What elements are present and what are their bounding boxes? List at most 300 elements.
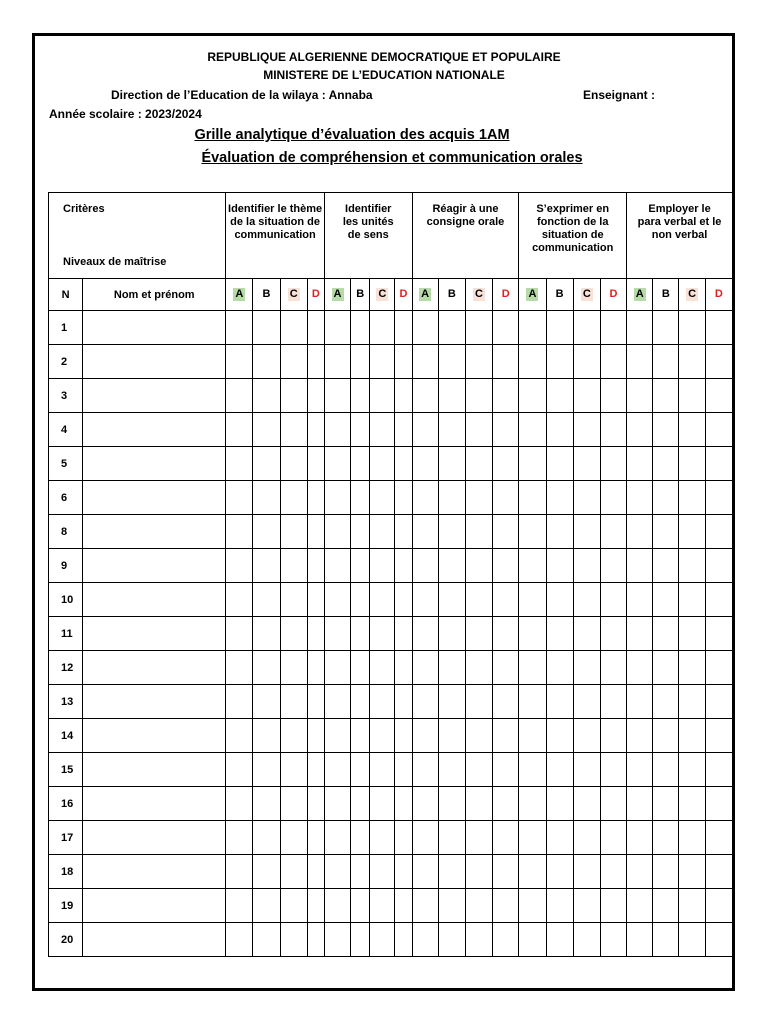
student-name-cell[interactable] — [83, 685, 226, 719]
grade-cell[interactable] — [519, 889, 546, 923]
grade-cell[interactable] — [465, 787, 492, 821]
grade-cell[interactable] — [679, 311, 705, 345]
student-name-cell[interactable] — [83, 549, 226, 583]
grade-cell[interactable] — [324, 515, 350, 549]
grade-cell[interactable] — [653, 855, 679, 889]
grade-cell[interactable] — [705, 855, 732, 889]
grade-cell[interactable] — [438, 821, 465, 855]
grade-cell[interactable] — [679, 855, 705, 889]
grade-cell[interactable] — [600, 923, 626, 957]
grade-cell[interactable] — [465, 481, 492, 515]
grade-cell[interactable] — [653, 821, 679, 855]
grade-cell[interactable] — [519, 583, 546, 617]
grade-cell[interactable] — [412, 447, 438, 481]
grade-cell[interactable] — [600, 821, 626, 855]
grade-cell[interactable] — [370, 753, 395, 787]
grade-cell[interactable] — [280, 685, 307, 719]
grade-cell[interactable] — [519, 379, 546, 413]
grade-cell[interactable] — [280, 379, 307, 413]
grade-cell[interactable] — [465, 889, 492, 923]
grade-cell[interactable] — [324, 685, 350, 719]
grade-cell[interactable] — [226, 583, 253, 617]
grade-cell[interactable] — [546, 889, 573, 923]
grade-cell[interactable] — [519, 345, 546, 379]
grade-cell[interactable] — [653, 719, 679, 753]
grade-cell[interactable] — [627, 549, 653, 583]
grade-cell[interactable] — [438, 651, 465, 685]
grade-cell[interactable] — [395, 753, 412, 787]
grade-cell[interactable] — [627, 311, 653, 345]
grade-cell[interactable] — [493, 719, 519, 753]
student-name-cell[interactable] — [83, 583, 226, 617]
grade-cell[interactable] — [395, 549, 412, 583]
grade-cell[interactable] — [370, 617, 395, 651]
grade-cell[interactable] — [573, 821, 600, 855]
grade-cell[interactable] — [493, 855, 519, 889]
grade-cell[interactable] — [573, 787, 600, 821]
grade-cell[interactable] — [395, 515, 412, 549]
grade-cell[interactable] — [324, 821, 350, 855]
student-name-cell[interactable] — [83, 311, 226, 345]
grade-cell[interactable] — [412, 481, 438, 515]
grade-cell[interactable] — [324, 413, 350, 447]
grade-cell[interactable] — [465, 345, 492, 379]
grade-cell[interactable] — [226, 345, 253, 379]
grade-cell[interactable] — [600, 311, 626, 345]
grade-cell[interactable] — [493, 651, 519, 685]
student-name-cell[interactable] — [83, 923, 226, 957]
grade-cell[interactable] — [351, 549, 370, 583]
grade-cell[interactable] — [351, 345, 370, 379]
grade-cell[interactable] — [679, 651, 705, 685]
grade-cell[interactable] — [465, 447, 492, 481]
student-name-cell[interactable] — [83, 855, 226, 889]
grade-cell[interactable] — [370, 821, 395, 855]
grade-cell[interactable] — [370, 719, 395, 753]
grade-cell[interactable] — [412, 583, 438, 617]
grade-cell[interactable] — [307, 889, 324, 923]
grade-cell[interactable] — [412, 617, 438, 651]
grade-cell[interactable] — [253, 379, 280, 413]
grade-cell[interactable] — [573, 549, 600, 583]
grade-cell[interactable] — [546, 855, 573, 889]
grade-cell[interactable] — [412, 413, 438, 447]
grade-cell[interactable] — [351, 617, 370, 651]
grade-cell[interactable] — [438, 855, 465, 889]
grade-cell[interactable] — [627, 821, 653, 855]
grade-cell[interactable] — [705, 481, 732, 515]
grade-cell[interactable] — [465, 719, 492, 753]
grade-cell[interactable] — [546, 719, 573, 753]
grade-cell[interactable] — [307, 651, 324, 685]
student-name-cell[interactable] — [83, 379, 226, 413]
grade-cell[interactable] — [412, 379, 438, 413]
grade-cell[interactable] — [573, 923, 600, 957]
grade-cell[interactable] — [600, 413, 626, 447]
grade-cell[interactable] — [627, 651, 653, 685]
grade-cell[interactable] — [679, 821, 705, 855]
grade-cell[interactable] — [370, 651, 395, 685]
grade-cell[interactable] — [519, 549, 546, 583]
grade-cell[interactable] — [324, 651, 350, 685]
grade-cell[interactable] — [226, 753, 253, 787]
grade-cell[interactable] — [600, 685, 626, 719]
grade-cell[interactable] — [573, 311, 600, 345]
grade-cell[interactable] — [705, 753, 732, 787]
grade-cell[interactable] — [226, 855, 253, 889]
grade-cell[interactable] — [351, 685, 370, 719]
grade-cell[interactable] — [627, 515, 653, 549]
grade-cell[interactable] — [226, 413, 253, 447]
grade-cell[interactable] — [679, 685, 705, 719]
grade-cell[interactable] — [324, 583, 350, 617]
grade-cell[interactable] — [226, 821, 253, 855]
grade-cell[interactable] — [679, 583, 705, 617]
grade-cell[interactable] — [438, 923, 465, 957]
grade-cell[interactable] — [307, 447, 324, 481]
grade-cell[interactable] — [226, 311, 253, 345]
grade-cell[interactable] — [653, 345, 679, 379]
grade-cell[interactable] — [351, 583, 370, 617]
grade-cell[interactable] — [679, 549, 705, 583]
grade-cell[interactable] — [307, 617, 324, 651]
grade-cell[interactable] — [573, 889, 600, 923]
grade-cell[interactable] — [438, 379, 465, 413]
grade-cell[interactable] — [679, 345, 705, 379]
grade-cell[interactable] — [546, 515, 573, 549]
grade-cell[interactable] — [600, 549, 626, 583]
student-name-cell[interactable] — [83, 821, 226, 855]
grade-cell[interactable] — [351, 379, 370, 413]
grade-cell[interactable] — [653, 651, 679, 685]
grade-cell[interactable] — [395, 855, 412, 889]
grade-cell[interactable] — [573, 379, 600, 413]
grade-cell[interactable] — [324, 719, 350, 753]
student-name-cell[interactable] — [83, 889, 226, 923]
grade-cell[interactable] — [324, 311, 350, 345]
grade-cell[interactable] — [600, 515, 626, 549]
grade-cell[interactable] — [465, 413, 492, 447]
grade-cell[interactable] — [226, 685, 253, 719]
grade-cell[interactable] — [412, 345, 438, 379]
grade-cell[interactable] — [324, 345, 350, 379]
grade-cell[interactable] — [307, 855, 324, 889]
grade-cell[interactable] — [519, 753, 546, 787]
grade-cell[interactable] — [280, 481, 307, 515]
grade-cell[interactable] — [412, 549, 438, 583]
grade-cell[interactable] — [395, 651, 412, 685]
grade-cell[interactable] — [519, 787, 546, 821]
grade-cell[interactable] — [465, 311, 492, 345]
grade-cell[interactable] — [280, 345, 307, 379]
grade-cell[interactable] — [370, 345, 395, 379]
grade-cell[interactable] — [679, 515, 705, 549]
grade-cell[interactable] — [395, 923, 412, 957]
grade-cell[interactable] — [370, 685, 395, 719]
grade-cell[interactable] — [573, 855, 600, 889]
grade-cell[interactable] — [412, 719, 438, 753]
grade-cell[interactable] — [653, 889, 679, 923]
grade-cell[interactable] — [600, 753, 626, 787]
grade-cell[interactable] — [370, 379, 395, 413]
grade-cell[interactable] — [226, 923, 253, 957]
student-name-cell[interactable] — [83, 719, 226, 753]
grade-cell[interactable] — [438, 447, 465, 481]
grade-cell[interactable] — [705, 583, 732, 617]
grade-cell[interactable] — [280, 549, 307, 583]
grade-cell[interactable] — [627, 617, 653, 651]
grade-cell[interactable] — [253, 651, 280, 685]
grade-cell[interactable] — [546, 583, 573, 617]
grade-cell[interactable] — [438, 753, 465, 787]
grade-cell[interactable] — [653, 481, 679, 515]
grade-cell[interactable] — [438, 515, 465, 549]
grade-cell[interactable] — [351, 855, 370, 889]
grade-cell[interactable] — [653, 311, 679, 345]
grade-cell[interactable] — [546, 821, 573, 855]
grade-cell[interactable] — [573, 685, 600, 719]
grade-cell[interactable] — [324, 617, 350, 651]
grade-cell[interactable] — [370, 787, 395, 821]
grade-cell[interactable] — [627, 447, 653, 481]
grade-cell[interactable] — [627, 413, 653, 447]
grade-cell[interactable] — [573, 447, 600, 481]
grade-cell[interactable] — [307, 821, 324, 855]
grade-cell[interactable] — [546, 413, 573, 447]
grade-cell[interactable] — [253, 719, 280, 753]
grade-cell[interactable] — [253, 617, 280, 651]
grade-cell[interactable] — [351, 719, 370, 753]
grade-cell[interactable] — [438, 549, 465, 583]
grade-cell[interactable] — [519, 651, 546, 685]
grade-cell[interactable] — [705, 379, 732, 413]
student-name-cell[interactable] — [83, 787, 226, 821]
grade-cell[interactable] — [412, 753, 438, 787]
student-name-cell[interactable] — [83, 481, 226, 515]
grade-cell[interactable] — [412, 821, 438, 855]
grade-cell[interactable] — [324, 855, 350, 889]
grade-cell[interactable] — [627, 685, 653, 719]
grade-cell[interactable] — [679, 923, 705, 957]
grade-cell[interactable] — [573, 345, 600, 379]
grade-cell[interactable] — [438, 311, 465, 345]
grade-cell[interactable] — [412, 685, 438, 719]
grade-cell[interactable] — [627, 787, 653, 821]
grade-cell[interactable] — [705, 923, 732, 957]
grade-cell[interactable] — [351, 311, 370, 345]
grade-cell[interactable] — [307, 481, 324, 515]
grade-cell[interactable] — [573, 481, 600, 515]
grade-cell[interactable] — [438, 345, 465, 379]
grade-cell[interactable] — [438, 787, 465, 821]
grade-cell[interactable] — [679, 719, 705, 753]
grade-cell[interactable] — [705, 719, 732, 753]
student-name-cell[interactable] — [83, 617, 226, 651]
grade-cell[interactable] — [653, 447, 679, 481]
grade-cell[interactable] — [226, 549, 253, 583]
grade-cell[interactable] — [600, 617, 626, 651]
grade-cell[interactable] — [280, 821, 307, 855]
grade-cell[interactable] — [395, 447, 412, 481]
grade-cell[interactable] — [438, 685, 465, 719]
grade-cell[interactable] — [438, 889, 465, 923]
grade-cell[interactable] — [465, 379, 492, 413]
grade-cell[interactable] — [493, 685, 519, 719]
grade-cell[interactable] — [351, 753, 370, 787]
grade-cell[interactable] — [438, 617, 465, 651]
grade-cell[interactable] — [465, 821, 492, 855]
grade-cell[interactable] — [412, 889, 438, 923]
grade-cell[interactable] — [307, 379, 324, 413]
grade-cell[interactable] — [679, 447, 705, 481]
grade-cell[interactable] — [324, 379, 350, 413]
grade-cell[interactable] — [226, 447, 253, 481]
grade-cell[interactable] — [705, 787, 732, 821]
grade-cell[interactable] — [546, 787, 573, 821]
grade-cell[interactable] — [627, 583, 653, 617]
grade-cell[interactable] — [493, 753, 519, 787]
grade-cell[interactable] — [705, 889, 732, 923]
grade-cell[interactable] — [705, 685, 732, 719]
grade-cell[interactable] — [395, 719, 412, 753]
grade-cell[interactable] — [351, 923, 370, 957]
grade-cell[interactable] — [370, 923, 395, 957]
grade-cell[interactable] — [226, 787, 253, 821]
grade-cell[interactable] — [253, 549, 280, 583]
grade-cell[interactable] — [465, 651, 492, 685]
grade-cell[interactable] — [307, 515, 324, 549]
grade-cell[interactable] — [280, 617, 307, 651]
grade-cell[interactable] — [705, 345, 732, 379]
grade-cell[interactable] — [705, 617, 732, 651]
grade-cell[interactable] — [351, 651, 370, 685]
grade-cell[interactable] — [465, 583, 492, 617]
grade-cell[interactable] — [253, 821, 280, 855]
grade-cell[interactable] — [280, 515, 307, 549]
grade-cell[interactable] — [465, 855, 492, 889]
grade-cell[interactable] — [226, 515, 253, 549]
grade-cell[interactable] — [370, 413, 395, 447]
grade-cell[interactable] — [307, 549, 324, 583]
grade-cell[interactable] — [546, 345, 573, 379]
grade-cell[interactable] — [546, 447, 573, 481]
grade-cell[interactable] — [519, 311, 546, 345]
student-name-cell[interactable] — [83, 345, 226, 379]
grade-cell[interactable] — [493, 923, 519, 957]
grade-cell[interactable] — [653, 787, 679, 821]
grade-cell[interactable] — [546, 753, 573, 787]
grade-cell[interactable] — [519, 923, 546, 957]
grade-cell[interactable] — [493, 311, 519, 345]
grade-cell[interactable] — [573, 617, 600, 651]
grade-cell[interactable] — [395, 889, 412, 923]
grade-cell[interactable] — [253, 753, 280, 787]
grade-cell[interactable] — [395, 413, 412, 447]
student-name-cell[interactable] — [83, 515, 226, 549]
grade-cell[interactable] — [546, 311, 573, 345]
grade-cell[interactable] — [226, 481, 253, 515]
grade-cell[interactable] — [324, 447, 350, 481]
grade-cell[interactable] — [395, 787, 412, 821]
grade-cell[interactable] — [395, 821, 412, 855]
grade-cell[interactable] — [226, 651, 253, 685]
grade-cell[interactable] — [546, 617, 573, 651]
grade-cell[interactable] — [653, 379, 679, 413]
grade-cell[interactable] — [627, 923, 653, 957]
grade-cell[interactable] — [370, 855, 395, 889]
grade-cell[interactable] — [465, 549, 492, 583]
grade-cell[interactable] — [253, 685, 280, 719]
grade-cell[interactable] — [412, 855, 438, 889]
grade-cell[interactable] — [627, 719, 653, 753]
grade-cell[interactable] — [679, 787, 705, 821]
grade-cell[interactable] — [253, 923, 280, 957]
grade-cell[interactable] — [679, 753, 705, 787]
grade-cell[interactable] — [493, 787, 519, 821]
grade-cell[interactable] — [226, 719, 253, 753]
grade-cell[interactable] — [395, 481, 412, 515]
grade-cell[interactable] — [370, 515, 395, 549]
grade-cell[interactable] — [493, 481, 519, 515]
grade-cell[interactable] — [370, 889, 395, 923]
grade-cell[interactable] — [519, 515, 546, 549]
grade-cell[interactable] — [705, 549, 732, 583]
grade-cell[interactable] — [627, 345, 653, 379]
grade-cell[interactable] — [307, 719, 324, 753]
grade-cell[interactable] — [519, 821, 546, 855]
grade-cell[interactable] — [493, 379, 519, 413]
grade-cell[interactable] — [226, 889, 253, 923]
grade-cell[interactable] — [573, 515, 600, 549]
grade-cell[interactable] — [705, 515, 732, 549]
grade-cell[interactable] — [412, 311, 438, 345]
grade-cell[interactable] — [493, 617, 519, 651]
grade-cell[interactable] — [280, 719, 307, 753]
grade-cell[interactable] — [573, 651, 600, 685]
grade-cell[interactable] — [370, 583, 395, 617]
grade-cell[interactable] — [351, 889, 370, 923]
grade-cell[interactable] — [253, 481, 280, 515]
grade-cell[interactable] — [351, 481, 370, 515]
grade-cell[interactable] — [412, 923, 438, 957]
grade-cell[interactable] — [280, 855, 307, 889]
grade-cell[interactable] — [573, 719, 600, 753]
grade-cell[interactable] — [653, 685, 679, 719]
grade-cell[interactable] — [465, 515, 492, 549]
grade-cell[interactable] — [627, 379, 653, 413]
grade-cell[interactable] — [679, 617, 705, 651]
grade-cell[interactable] — [370, 447, 395, 481]
grade-cell[interactable] — [465, 753, 492, 787]
grade-cell[interactable] — [546, 685, 573, 719]
grade-cell[interactable] — [465, 923, 492, 957]
grade-cell[interactable] — [546, 923, 573, 957]
grade-cell[interactable] — [370, 481, 395, 515]
grade-cell[interactable] — [519, 685, 546, 719]
grade-cell[interactable] — [253, 447, 280, 481]
grade-cell[interactable] — [324, 923, 350, 957]
grade-cell[interactable] — [438, 481, 465, 515]
grade-cell[interactable] — [493, 889, 519, 923]
grade-cell[interactable] — [395, 617, 412, 651]
grade-cell[interactable] — [280, 651, 307, 685]
grade-cell[interactable] — [280, 447, 307, 481]
grade-cell[interactable] — [679, 379, 705, 413]
grade-cell[interactable] — [395, 345, 412, 379]
grade-cell[interactable] — [600, 345, 626, 379]
grade-cell[interactable] — [307, 413, 324, 447]
grade-cell[interactable] — [412, 787, 438, 821]
